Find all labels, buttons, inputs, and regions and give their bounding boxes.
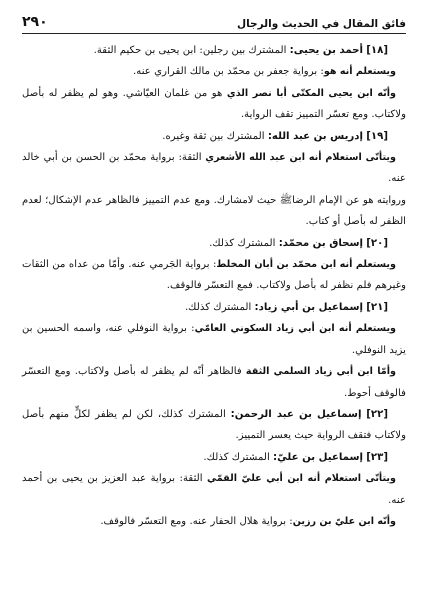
entry-paragraph: [22, 61, 406, 82]
entry-number: [٢٣]: [366, 451, 388, 463]
entry-name: إسماعيل بن عليّ:: [273, 451, 363, 463]
entry-paragraph: [22, 361, 406, 404]
paragraph-text: هو من غلمان العيّاشي. وهو لم يظفر له بأصل ولاكتاب. ومع تعسّر التمييز تقف الرواية.: [22, 87, 406, 121]
entry-number: [١٨]: [366, 45, 388, 56]
paragraph-lead: ويتأتّى استعلام أنه ابن عبد الله الأشعري: [205, 152, 396, 164]
entry-heading: [22, 40, 406, 61]
header-rule: [22, 33, 406, 34]
paragraph-lead: ويتأتّى استعلام أنه ابن أبي عليّ القمّي: [207, 473, 397, 485]
entry-number: [٢٢]: [366, 408, 388, 420]
entry-name: إسماعيل بن عبد الرحمن:: [230, 408, 362, 420]
entry-paragraph: [22, 511, 406, 532]
entry-number: [١٩]: [366, 130, 388, 142]
paragraph-lead: وأنّه ابن عليّ بن رزين: [292, 515, 396, 527]
entry-name: أحمد بن يحيى:: [289, 45, 363, 56]
paragraph-text: : برواية جعفر بن محمّد بن مالك القراري عنه.: [133, 66, 324, 78]
entry-paragraph: [22, 190, 406, 233]
page-number: ٢٩٠: [22, 14, 48, 30]
entry-heading: [22, 126, 406, 147]
entry-paragraph: [22, 318, 406, 361]
paragraph-text: وروايته هو عن الإمام الرضاﷺ حيث لامشارك. ومع عدم التمييز فالظاهر عدم الإشكال؛ لعدم الظفر له بأصل أو كتاب.: [22, 194, 406, 228]
entry-number: [٢٠]: [366, 237, 388, 249]
paragraph-lead: وأنّه ابن يحيى المكتّى أبا نصر الذي: [226, 87, 396, 99]
paragraph-lead: وأمّا ابن أبي زياد السلمي الثقة: [245, 366, 396, 378]
entry-text: المشترك كذلك.: [203, 451, 274, 463]
paragraph-lead: ويستعلم أنه هو: [323, 66, 396, 78]
entry-text: المشترك كذلك، لكن لم يظفر لكلٍّ منهم بأصل ولاكتاب فتقف الرواية حيث يعسر التمييز.: [22, 408, 406, 442]
entry-number: [٢١]: [366, 301, 388, 313]
entry-name: إسماعيل بن أبي زياد:: [254, 301, 363, 313]
paragraph-text: : برواية الجَرمي عنه. وأمّا من عداه من الثقات وغيرهم فلم نظفر له بأصل ولاكتاب. فمع التعسّر فالوقف.: [22, 259, 406, 292]
entry-text: المشترك بين ثقة وغيره.: [162, 130, 268, 142]
paragraph-text: الثقة: برواية عبد العزيز بن يحيى بن أحمد عنه.: [22, 473, 406, 506]
entry-heading: [22, 297, 406, 318]
entry-name: إدريس بن عبد الله:: [267, 130, 363, 142]
entry-text: المشترك كذلك.: [184, 301, 255, 313]
running-title: فائق المقال في الحديث والرجال: [237, 18, 406, 30]
entry-heading: [22, 404, 406, 447]
paragraph-text: : برواية النوفلي عنه، واسمه الحسين بن يزيد النوفلي.: [22, 323, 406, 356]
page-body: [22, 40, 406, 532]
entry-paragraph: [22, 147, 406, 190]
entry-text: المشترك بين رجلين: ابن يحيى بن حكيم الثقة.: [93, 45, 290, 56]
paragraph-lead: ويستعلم أنه ابن أبي زياد السكوني العامّي: [194, 323, 397, 335]
entry-paragraph: [22, 468, 406, 511]
entry-heading: [22, 233, 406, 254]
paragraph-text: الثقة: برواية محمّد بن الحسن بن أبي خالد عنه.: [22, 152, 406, 185]
entry-name: إسحاق بن محمّد:: [278, 237, 363, 249]
entry-paragraph: [22, 83, 406, 126]
paragraph-text: : برواية هلال الحفار عنه. ومع التعسّر فالوقف.: [100, 515, 293, 527]
entry-text: المشترك كذلك.: [209, 237, 279, 249]
entry-heading: [22, 447, 406, 468]
paragraph-text: فالظاهر أنّه لم يظفر له بأصل ولاكتاب. ومع التعسّر فالوقف أحوط.: [22, 366, 406, 399]
entry-paragraph: [22, 254, 406, 297]
paragraph-lead: ويستعلم أنه ابن محمّد بن أبان المخلط: [216, 259, 396, 271]
page-header: [22, 8, 406, 30]
